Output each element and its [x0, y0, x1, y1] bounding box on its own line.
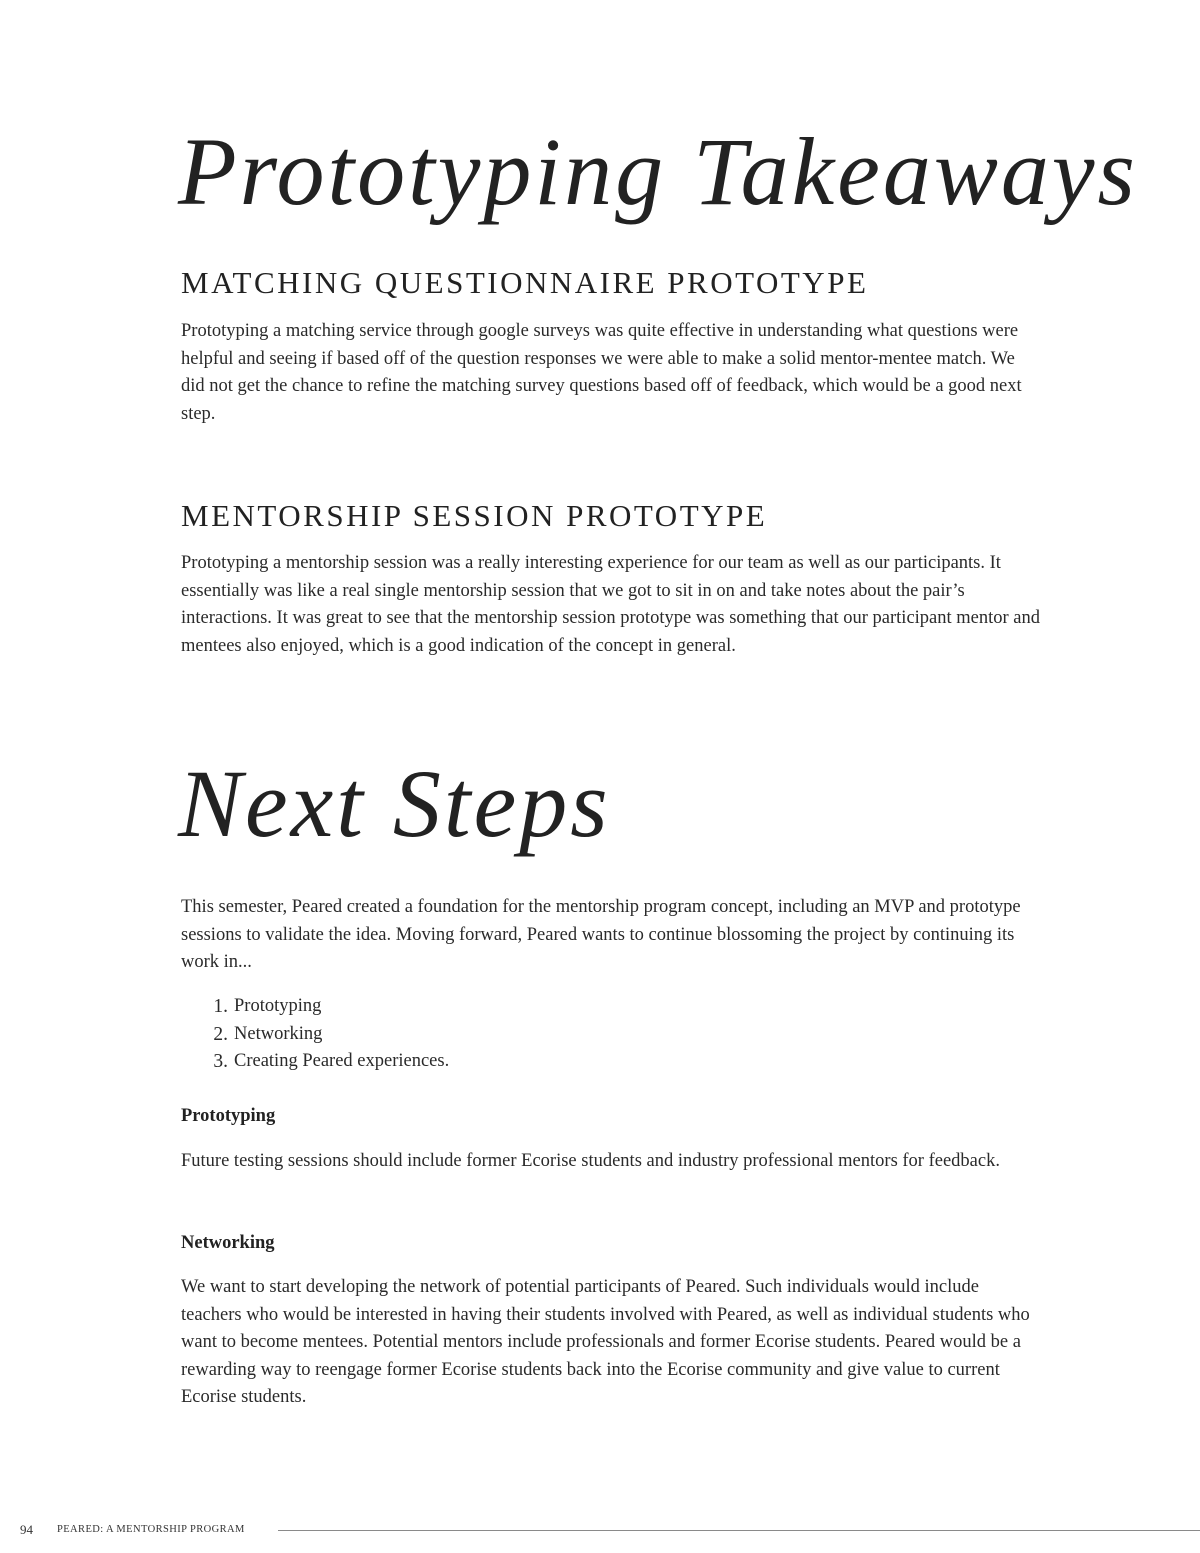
list-item: [181, 993, 449, 1021]
list-item: [181, 1048, 449, 1076]
paragraph-next-steps-intro: This semester, Peared created a foundation for the mentorship program concept, including an MVP and prototype sessions to validate the idea. Moving forward, Peared wants to continue blossoming the project by continuing its work in...: [181, 897, 1021, 972]
list-item: [181, 1021, 449, 1049]
paragraph-mentorship-session: Prototyping a mentorship session was a really interesting experience for our team as well as our participants. It essentially was like a real single mentorship session that we got to sit in on and take notes about the pair’s interactions. It was great to see that the mentorship session prototype was something that our participant mentor and mentees also enjoyed, which is a good indication of the concept in general.: [181, 553, 1041, 656]
list-item-text: Creating Peared experiences.: [234, 1051, 450, 1071]
list-item-text: Prototyping: [234, 996, 322, 1016]
list-item-number: 3.: [213, 1051, 228, 1072]
subheading-prototyping: Prototyping: [181, 1106, 276, 1126]
list-item-text: Networking: [234, 1023, 323, 1044]
page-title-next-steps: Next Steps: [178, 750, 611, 857]
paragraph-matching-questionnaire: Prototyping a matching service through google surveys was quite effective in understanding what questions were helpful and seeing if based off of the question responses we were able to make a solid mentor-mentee match. We did not get the chance to refine the matching survey questions based off of feedback, which would be a good next step.: [181, 321, 1022, 424]
section-heading-matching-questionnaire: MATCHING QUESTIONNAIRE PROTOTYPE: [181, 265, 869, 300]
page-number: 94: [20, 1522, 33, 1537]
subheading-networking: Networking: [181, 1233, 275, 1253]
next-steps-list: [181, 993, 449, 1076]
list-item-number: 2.: [213, 1023, 228, 1045]
page-title-prototyping-takeaways: Prototyping Takeaways: [178, 118, 1138, 225]
paragraph-prototyping: Future testing sessions should include former Ecorise students and industry professional mentors for feedback.: [181, 1151, 1000, 1171]
list-item-number: 1.: [213, 996, 228, 1017]
section-heading-mentorship-session: MENTORSHIP SESSION PROTOTYPE: [181, 498, 768, 533]
paragraph-networking: We want to start developing the network of potential participants of Peared. Such individuals would include teachers who would be interested in having their students involved with Peared, as well as individual students who want to become mentees. Potential mentors include professionals and former Ecorise students. Peared would be a rewarding way to reengage former Ecorise students back into the Ecorise community and give value to current Ecorise students.: [181, 1277, 1030, 1407]
footer-publication-title: PEARED: A MENTORSHIP PROGRAM: [57, 1524, 245, 1535]
footer-rule: [278, 1530, 1200, 1531]
